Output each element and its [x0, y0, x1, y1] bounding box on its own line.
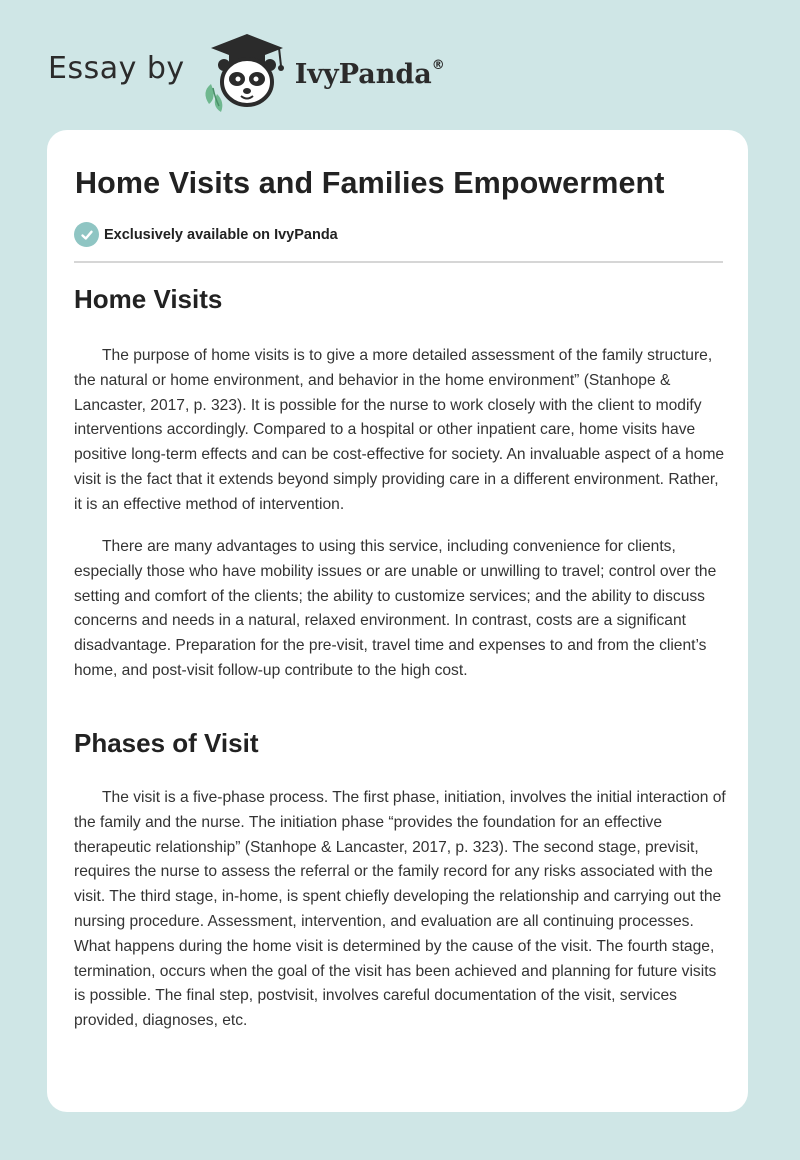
checkmark-icon	[74, 222, 99, 247]
brand-name-text: IvyPanda	[294, 58, 432, 90]
section-heading-phases-of-visit: Phases of Visit	[74, 728, 259, 758]
essay-by-label: Essay by	[48, 50, 185, 86]
exclusive-badge-text: Exclusively available on IvyPanda	[104, 226, 338, 243]
exclusive-badge	[74, 222, 338, 247]
title-divider	[74, 261, 723, 263]
paragraph-phases-of-visit-1: The visit is a five-phase process. The first phase, initiation, involves the initial interaction of the family and the nurse. The initiation phase “provides the foundation for an effective therapeutic relationship” (Stanhope & Lancaster, 2017, p. 323). The second stage, previsit, requires the nurse to assess the referral or the family record for any risks associated with the visit. The third stage, in-home, is spent chiefly developing the relationship and carrying out the nursing procedure. Assessment, intervention, and evaluation are all continuing processes. What happens during the home visit is determined by the cause of the visit. The fourth stage, termination, occurs when the goal of the visit has been achieved and planning for future visits is possible. The final step, postvisit, involves careful documentation of the visit, services provided, diagnoses, etc.	[74, 789, 726, 1030]
section-heading-home-visits: Home Visits	[74, 284, 223, 314]
registered-mark: ®	[431, 57, 445, 73]
paragraph-home-visits-2: There are many advantages to using this service, including convenience for clients, especially those who have mobility issues or are unable or unwilling to travel; control over the setting and comfort of the clients; the ability to customize services; and the ability to discuss concerns and needs in a natural, relaxed environment. In contrast, costs are a significant disadvantage. Preparation for the pre-visit, travel time and expenses to and from the client’s home, and post-visit follow-up contribute to the high cost.	[74, 538, 717, 679]
essay-title: Home Visits and Families Empowerment	[75, 166, 665, 200]
paragraph-home-visits-1: The purpose of home visits is to give a more detailed assessment of the family structure, the natural or home environment, and behavior in the home environment” (Stanhope & Lancaster, 2017, p. 323). It is possible for the nurse to work closely with the client to modify interventions accordingly. Compared to a hospital or other inpatient care, home visits have positive long-term effects and can be cost-effective for society. An invaluable aspect of a home visit is the fact that it extends beyond simply providing care in a different environment. Rather, it is an effective method of intervention.	[74, 347, 725, 513]
essay-card	[47, 130, 748, 1112]
site-header	[48, 32, 445, 112]
panda-graduate-icon[interactable]	[201, 32, 293, 112]
ivypanda-wordmark[interactable]	[295, 59, 445, 90]
